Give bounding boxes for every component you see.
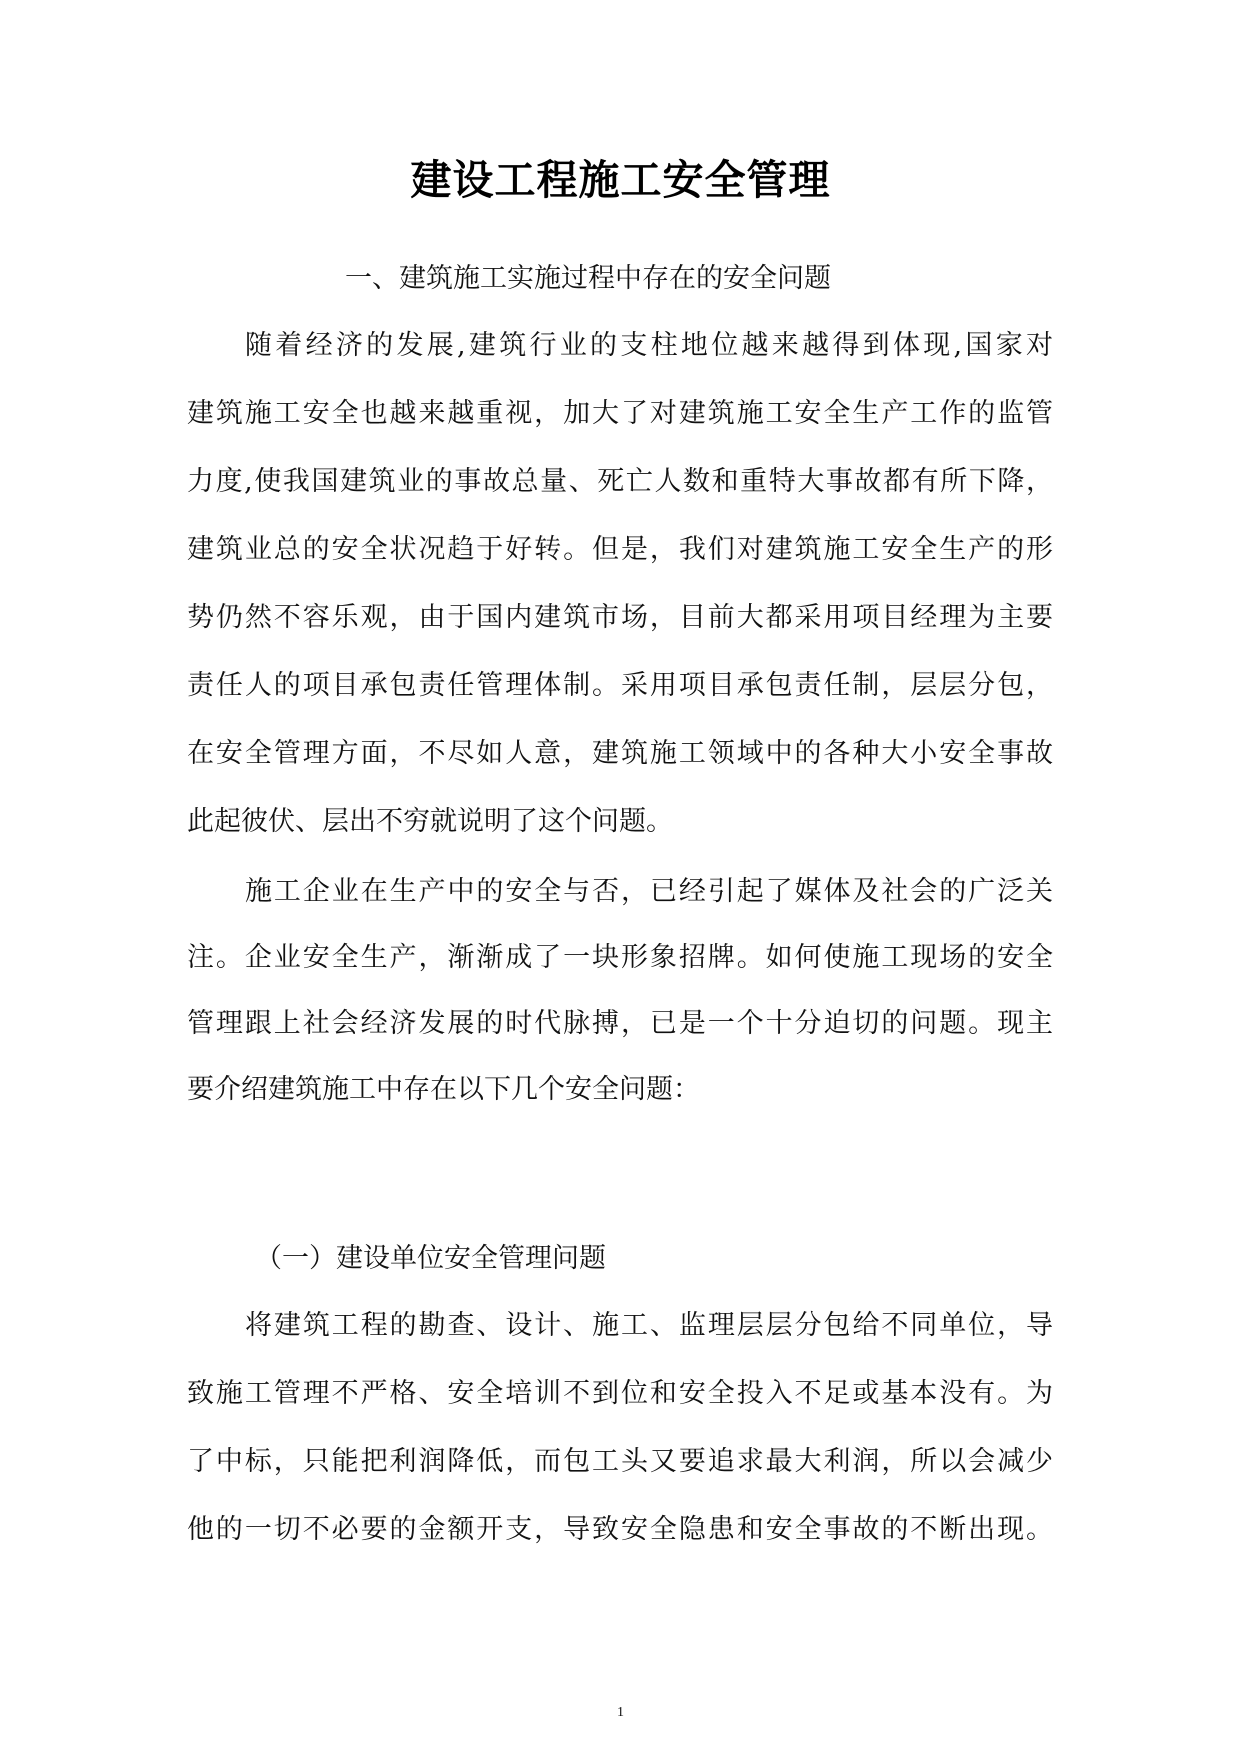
- paragraph-1-line: 在安全管理方面，不尽如人意，建筑施工领域中的各种大小安全事故: [187, 738, 1053, 769]
- subheading: （一）建设单位安全管理问题: [255, 1243, 606, 1274]
- paragraph-2-line: 要介绍建筑施工中存在以下几个安全问题：: [187, 1074, 700, 1105]
- document-title: 建设工程施工安全管理: [410, 156, 831, 204]
- page-number: 1: [617, 1705, 624, 1720]
- paragraph-1-line: 建筑业总的安全状况趋于好转。但是，我们对建筑施工安全生产的形: [187, 534, 1053, 565]
- paragraph-1-line: 责任人的项目承包责任管理体制。采用项目承包责任制，层层分包，: [187, 670, 1053, 701]
- paragraph-1-line: 建筑施工安全也越来越重视，加大了对建筑施工安全生产工作的监管: [187, 398, 1053, 429]
- paragraph-3-line: 将建筑工程的勘查、设计、施工、监理层层分包给不同单位，导: [245, 1310, 1053, 1341]
- paragraph-2-line: 管理跟上社会经济发展的时代脉搏，已是一个十分迫切的问题。现主: [187, 1008, 1053, 1039]
- paragraph-1-line: 力度,使我国建筑业的事故总量、死亡人数和重特大事故都有所下降，: [187, 466, 1053, 497]
- paragraph-2-line: 注。企业安全生产，渐渐成了一块形象招牌。如何使施工现场的安全: [187, 942, 1053, 973]
- paragraph-3-line: 他的一切不必要的金额开支，导致安全隐患和安全事故的不断出现。: [187, 1514, 1053, 1545]
- paragraph-1-line: 随着经济的发展,建筑行业的支柱地位越来越得到体现,国家对: [245, 330, 1053, 361]
- paragraph-3-line: 了中标，只能把利润降低，而包工头又要追求最大利润，所以会减少: [187, 1446, 1053, 1477]
- paragraph-1-line: 此起彼伏、层出不穷就说明了这个问题。: [187, 806, 673, 837]
- paragraph-2-line: 施工企业在生产中的安全与否，已经引起了媒体及社会的广泛关: [245, 876, 1053, 907]
- paragraph-1-line: 势仍然不容乐观，由于国内建筑市场，目前大都采用项目经理为主要: [187, 602, 1053, 633]
- paragraph-3-line: 致施工管理不严格、安全培训不到位和安全投入不足或基本没有。为: [187, 1378, 1053, 1409]
- section-heading: 一、建筑施工实施过程中存在的安全问题: [345, 263, 831, 294]
